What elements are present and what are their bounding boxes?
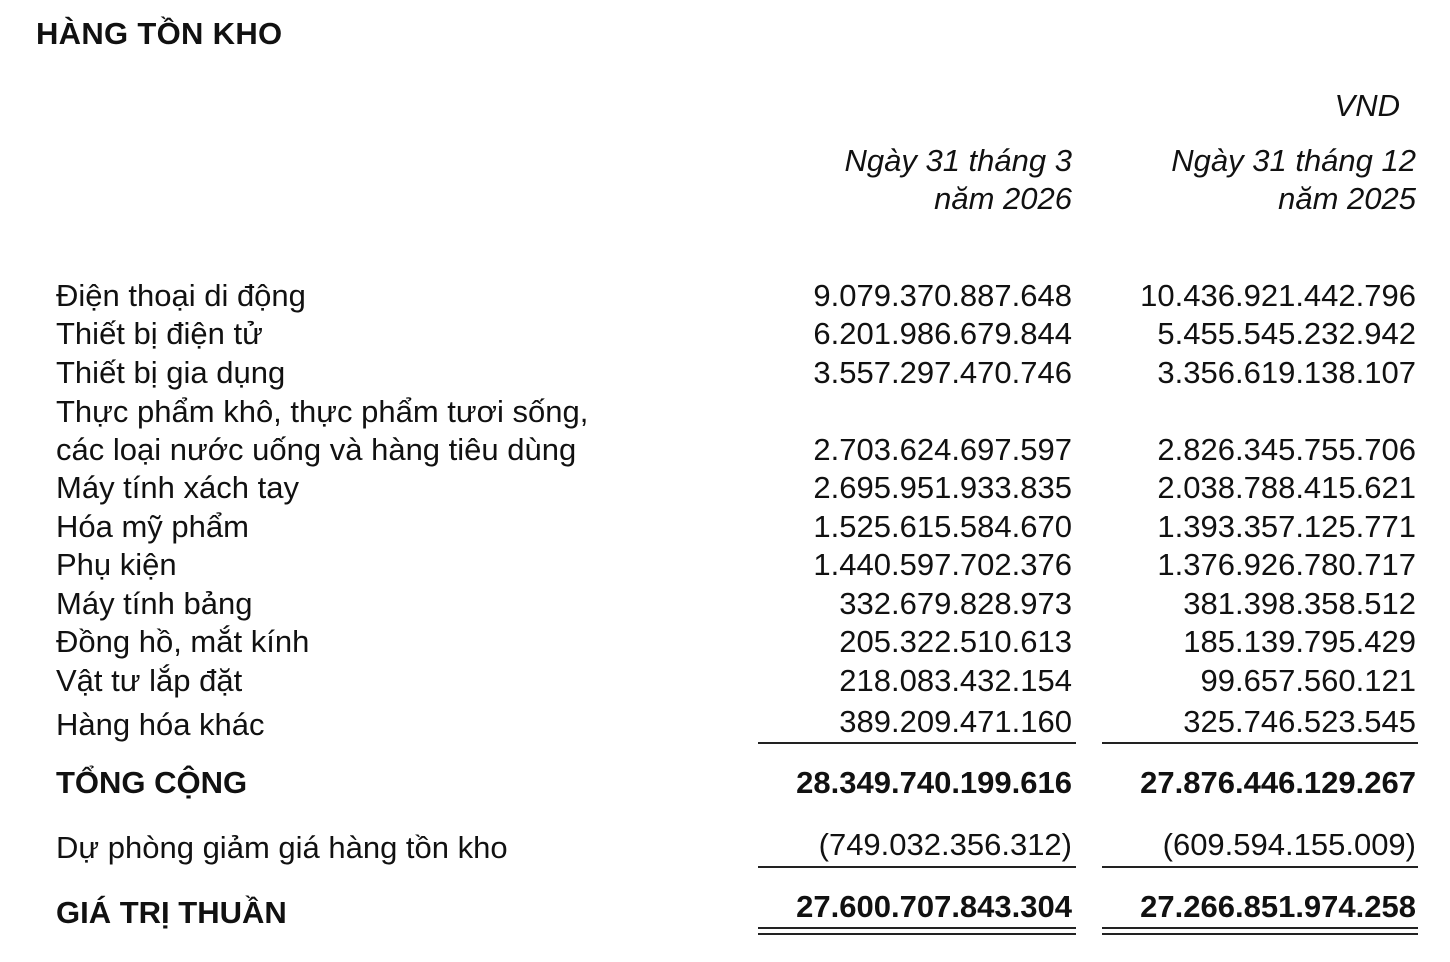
row-value-2025: 1.393.357.125.771 [1157, 509, 1416, 544]
row-value-2026: 1.440.597.702.376 [813, 547, 1072, 582]
row-label: Thiết bị gia dụng [56, 355, 286, 390]
double-underline [1102, 927, 1418, 935]
row-label: Hàng hóa khác [56, 707, 265, 742]
row-label-continued: các loại nước uống và hàng tiêu dùng [56, 432, 577, 467]
column-header-line1: Ngày 31 tháng 12 [1171, 143, 1416, 178]
row-value-2026: 2.695.951.933.835 [813, 470, 1072, 505]
net-value-2026: 27.600.707.843.304 [796, 889, 1072, 924]
row-value-2026: 218.083.432.154 [839, 663, 1072, 698]
row-label: Điện thoại di động [56, 278, 306, 313]
row-value-2025: 1.376.926.780.717 [1157, 547, 1416, 582]
column-header-dec-2025 [1171, 142, 1416, 218]
column-header-line1: Ngày 31 tháng 3 [844, 143, 1072, 178]
row-label: Phụ kiện [56, 547, 177, 582]
row-label: Thiết bị điện tử [56, 316, 263, 351]
double-underline [758, 927, 1076, 935]
subtotal-rule [1102, 742, 1418, 744]
net-value-2025: 27.266.851.974.258 [1140, 889, 1416, 924]
section-title: HÀNG TỒN KHO [36, 16, 283, 51]
row-value-2026: 1.525.615.584.670 [813, 509, 1072, 544]
row-value-2025: 10.436.921.442.796 [1140, 278, 1416, 313]
subtotal-rule [758, 742, 1076, 744]
row-label: Máy tính xách tay [56, 470, 299, 505]
row-value-2025: 185.139.795.429 [1183, 624, 1416, 659]
row-value-2026: 205.322.510.613 [839, 624, 1072, 659]
total-label: TỔNG CỘNG [56, 765, 248, 800]
row-value-2025: 381.398.358.512 [1183, 586, 1416, 621]
row-label: Máy tính bảng [56, 586, 253, 621]
provision-rule [758, 866, 1076, 868]
row-value-2026: 389.209.471.160 [839, 704, 1072, 739]
currency-unit: VND [1334, 88, 1400, 123]
row-value-2026: 6.201.986.679.844 [813, 316, 1072, 351]
provision-rule [1102, 866, 1418, 868]
row-value-2025: 2.038.788.415.621 [1157, 470, 1416, 505]
row-value-2026: 3.557.297.470.746 [813, 355, 1072, 390]
row-label: Thực phẩm khô, thực phẩm tươi sống, [56, 394, 589, 429]
row-value-2026: 2.703.624.697.597 [813, 432, 1072, 467]
row-label: Đồng hồ, mắt kính [56, 624, 310, 659]
column-header-mar-2026 [844, 142, 1072, 218]
row-label: Vật tư lắp đặt [56, 663, 243, 698]
row-value-2025: 5.455.545.232.942 [1157, 316, 1416, 351]
row-value-2025: 99.657.560.121 [1200, 663, 1416, 698]
row-value-2025: 325.746.523.545 [1183, 704, 1416, 739]
row-value-2026: 9.079.370.887.648 [813, 278, 1072, 313]
row-value-2025: 3.356.619.138.107 [1157, 355, 1416, 390]
column-header-line2: năm 2025 [1278, 181, 1416, 216]
net-value-label: GIÁ TRỊ THUẦN [56, 895, 287, 930]
row-value-2026: 332.679.828.973 [839, 586, 1072, 621]
column-header-line2: năm 2026 [934, 181, 1072, 216]
total-value-2025: 27.876.446.129.267 [1140, 765, 1416, 800]
provision-label: Dự phòng giảm giá hàng tồn kho [56, 830, 508, 865]
provision-value-2025: (609.594.155.009) [1162, 827, 1416, 862]
provision-value-2026: (749.032.356.312) [818, 827, 1072, 862]
row-label: Hóa mỹ phẩm [56, 509, 249, 544]
total-value-2026: 28.349.740.199.616 [796, 765, 1072, 800]
row-value-2025: 2.826.345.755.706 [1157, 432, 1416, 467]
